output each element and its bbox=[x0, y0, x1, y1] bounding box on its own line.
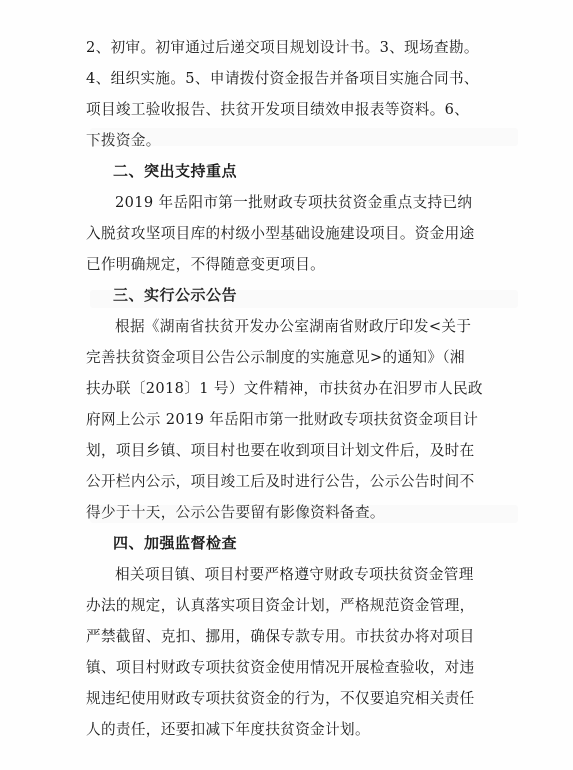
text-line: 严禁截留、克扣、挪用，确保专款专用。市扶贫办将对项目 bbox=[86, 628, 475, 645]
text-line: 镇、项目村财政专项扶贫资金使用情况开展检查验收，对违 bbox=[86, 659, 475, 676]
text-line: 2、初审。初审通过后递交项目规划设计书。3、现场查勘。 bbox=[86, 39, 479, 56]
paragraph-support-focus bbox=[86, 187, 513, 280]
text-line: 人的责任，还要扣减下年度扶贫资金计划。 bbox=[86, 721, 370, 738]
text-line: 府网上公示 2019 年岳阳市第一批财政专项扶贫资金项目计 bbox=[86, 411, 479, 428]
text-line: 得少于十天，公示公告要留有影像资料备查。 bbox=[86, 504, 385, 521]
paragraph-supervision bbox=[86, 559, 513, 745]
text-line: 项目竣工验收报告、扶贫开发项目绩效申报表等资料。6、 bbox=[86, 101, 470, 118]
text-line: 划，项目乡镇、项目村也要在收到项目计划文件后，及时在 bbox=[86, 442, 475, 459]
text-line: 入脱贫攻坚项目库的村级小型基础设施建设项目。资金用途 bbox=[86, 225, 475, 242]
text-line: 完善扶贫资金项目公告公示制度的实施意见>的通知》（湘 bbox=[86, 349, 465, 366]
section-heading-public-notice: 三、实行公示公告 bbox=[113, 286, 238, 304]
text-line: 已作明确规定，不得随意变更项目。 bbox=[86, 256, 326, 273]
paragraph-public-notice bbox=[86, 311, 513, 528]
bleed-through-mark bbox=[90, 505, 518, 523]
text-line: 下拨资金。 bbox=[86, 132, 161, 149]
section-heading-support-focus: 二、突出支持重点 bbox=[113, 162, 238, 180]
text-line: 办法的规定，认真落实项目资金计划，严格规范资金管理， bbox=[86, 597, 475, 614]
section-heading-supervision: 四、加强监督检查 bbox=[113, 534, 238, 552]
text-line: 根据《湖南省扶贫开发办公室湖南省财政厅印发<关于 bbox=[115, 318, 472, 335]
text-line: 2019 年岳阳市第一批财政专项扶贫资金重点支持已纳 bbox=[115, 194, 473, 211]
bleed-through-mark bbox=[90, 128, 518, 146]
text-line: 扶办联〔2018〕1 号）文件精神，市扶贫办在汨罗市人民政 bbox=[86, 380, 483, 397]
text-line: 相关项目镇、项目村要严格遵守财政专项扶贫资金管理 bbox=[115, 566, 474, 583]
text-line: 4、组织实施。5、申请拨付资金报告并备项目实施合同书、 bbox=[86, 70, 479, 87]
text-line: 公开栏内公示，项目竣工后及时进行公告，公示公告时间不 bbox=[86, 473, 475, 490]
text-line: 规违纪使用财政专项扶贫资金的行为，不仅要追究相关责任 bbox=[86, 690, 475, 707]
bleed-through-mark bbox=[90, 290, 518, 308]
